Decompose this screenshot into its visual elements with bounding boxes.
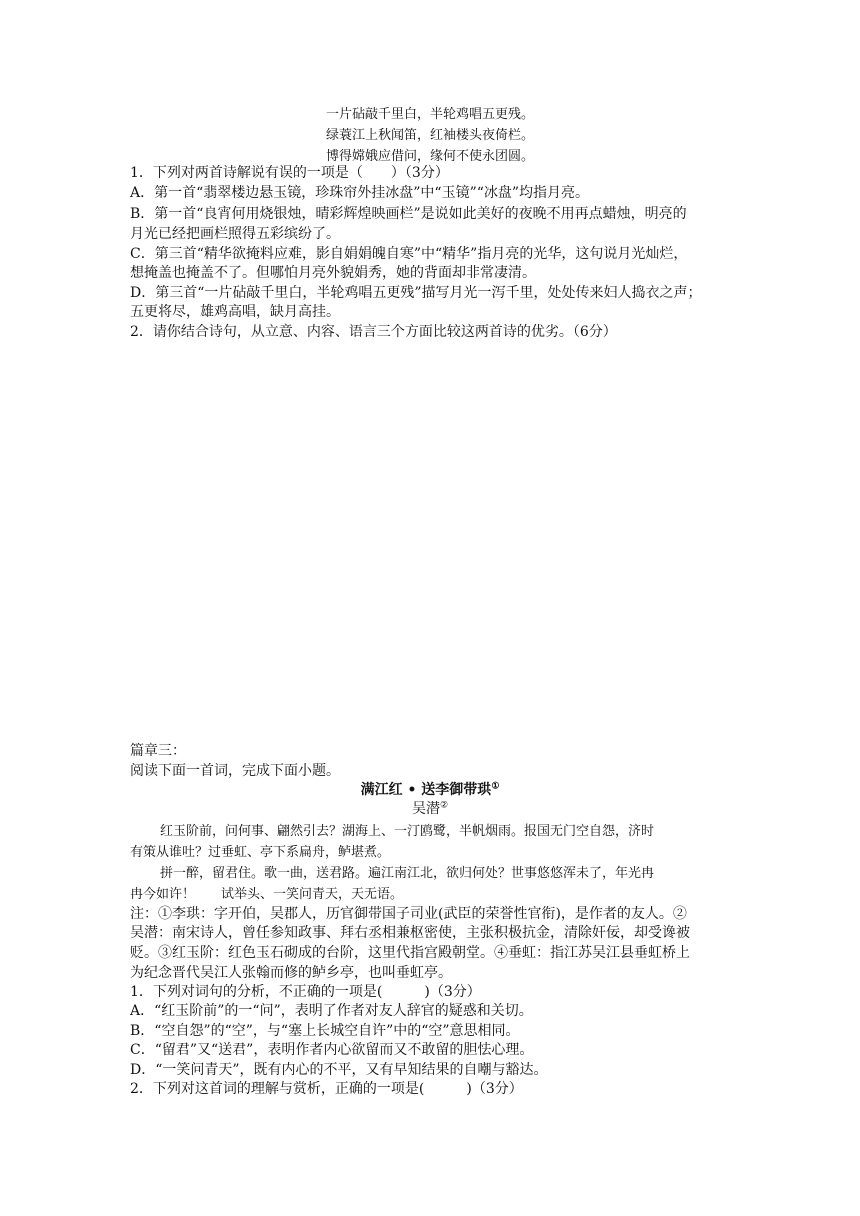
question-2: 2．请你结合诗句，从立意、内容、语言三个方面比较这两首诗的优劣。（6分） <box>130 324 617 340</box>
ci-author-note: ② <box>439 800 449 811</box>
ci-question-1: 1．下列对词句的分析，不正确的一项是( )（3分） <box>130 984 481 1000</box>
option-a: A．第一首“翡翠楼边悬玉镜，珍珠帘外挂冰盘”中“玉镜”“冰盘”均指月亮。 <box>130 185 590 201</box>
ci-stanza-2-line-2: 冉今如许！ 试举头、一笑问青天，天无语。 <box>130 887 404 902</box>
ci-stanza-1-line-2: 有策从谁吐？过垂虹、亭下系扁舟，鲈堪煮。 <box>130 845 391 860</box>
ci-author-text: 吴潜 <box>411 801 440 817</box>
ci-option-a: A．“红玉阶前”的一“问”，表明了作者对友人辞官的疑惑和关切。 <box>130 1003 533 1019</box>
ci-option-c: C．“留君”又“送君”，表明作者内心欲留而又不敢留的胆怯心理。 <box>130 1042 534 1058</box>
note-line-4: 为纪念晋代吴江人张翰而修的鲈乡亭，也叫垂虹亭。 <box>130 965 452 981</box>
ci-title <box>0 781 860 800</box>
option-d-line-2: 五更将尽，雄鸡高唱，缺月高挂。 <box>130 304 340 320</box>
ci-option-b: B．“空自怨”的“空”，与“塞上长城空自许”中的“空”意思相同。 <box>130 1023 520 1039</box>
poem-line-1: 一片砧敲千里白，半轮鸡唱五更残。 <box>325 107 534 122</box>
ci-title-note: ① <box>491 781 500 792</box>
option-c-line-1: C．第三首“精华欲掩料应难，影自娟娟魄自寒”中“精华”指月亮的光华，这句说月光灿烂， <box>130 246 688 262</box>
option-c-line-2: 想掩盖也掩盖不了。但哪怕月亮外貌娟秀，她的背面却非常凄清。 <box>130 265 536 281</box>
section-heading: 篇章三： <box>130 743 186 759</box>
ci-question-2: 2．下列对这首词的理解与赏析，正确的一项是( )（3分） <box>130 1081 523 1097</box>
ci-stanza-2-line-1: 拼一醉，留君住。歌一曲，送君路。遍江南江北，欲归何处？世事悠悠浑未了，年光冉 <box>160 866 655 881</box>
ci-stanza-1-line-1: 红玉阶前，问何事、翩然引去？湖海上、一汀鸥鹭，半帆烟雨。报国无门空自怨，济时 <box>160 824 655 839</box>
note-line-1: 注：①李珙：字开伯，吴郡人，历官御带国子司业(武臣的荣誉性官衔)，是作者的友人。② <box>130 906 687 922</box>
note-line-3: 贬。③红玉阶：红色玉石砌成的台阶，这里代指宫殿朝堂。④垂虹：指江苏吴江县垂虹桥上 <box>130 945 690 961</box>
poem-line-2: 绿蓑江上秋闻笛，红袖楼头夜倚栏。 <box>325 128 534 143</box>
poem-line-3: 博得嫦娥应借问，缘何不使永团圆。 <box>325 149 534 164</box>
note-line-2: 吴潜：南宋诗人，曾任参知政事、拜右丞相兼枢密使，主张积极抗金，清除奸佞，却受谗被 <box>130 925 690 941</box>
ci-author <box>0 800 860 819</box>
section-instruction: 阅读下面一首词，完成下面小题。 <box>130 763 340 779</box>
option-d-line-1: D．第三首“一片砧敲千里白，半轮鸡唱五更残”描写月光一泻千里，处处传来妇人捣衣之声； <box>130 285 702 301</box>
option-b-line-1: B．第一首“良宵何用烧银烛，晴彩辉煌映画栏”是说如此美好的夜晚不用再点蜡烛，明亮的 <box>130 206 687 222</box>
question-1: 1．下列对两首诗解说有误的一项是（ ）（3分） <box>130 165 449 181</box>
ci-option-d: D．“一笑问青天”，既有内心的不平，又有早知结果的自嘲与豁达。 <box>130 1062 548 1078</box>
ci-title-text: 满江红 • 送李御带珙 <box>360 782 492 798</box>
option-b-line-2: 月光已经把画栏照得五彩缤纷了。 <box>130 226 340 242</box>
